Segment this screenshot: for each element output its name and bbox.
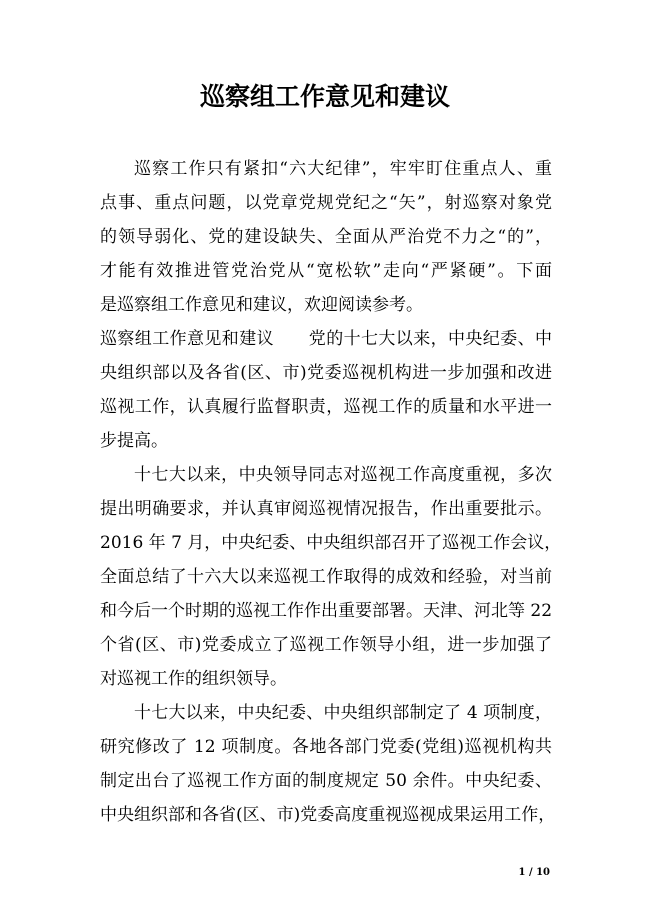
paragraph-line: 是巡察组工作意见和建议，欢迎阅读参考。	[100, 295, 423, 315]
paragraph-line: 巡察工作只有紧扣“六大纪律”，牢牢盯住重点人、重	[134, 159, 552, 179]
paragraph-line: 提出明确要求，并认真审阅巡视情况报告，作出重要批示。	[100, 499, 552, 519]
document-body	[100, 152, 562, 832]
paragraph-line: 十七大以来，中央纪委、中央组织部制定了 4 项制度，	[134, 703, 552, 723]
paragraph-line: 个省(区、市)党委成立了巡视工作领导小组，进一步加强了	[100, 635, 552, 655]
paragraph-line: 2016 年 7 月，中央纪委、中央组织部召开了巡视工作会议，	[100, 533, 562, 553]
paragraph-line: 十七大以来，中央领导同志对巡视工作高度重视，多次	[134, 465, 552, 485]
paragraph-line: 的领导弱化、党的建设缺失、全面从严治党不力之“的”，	[100, 227, 552, 247]
paragraph-line: 中央组织部和各省(区、市)党委高度重视巡视成果运用工作，	[100, 805, 556, 825]
paragraph-line: 才能有效推进管党治党从“宽松软”走向“严紧硬”。下面	[100, 261, 552, 281]
paragraph-line: 巡察组工作意见和建议 党的十七大以来，中央纪委、中	[100, 329, 552, 349]
paragraph-line: 研究修改了 12 项制度。各地各部门党委(党组)巡视机构共	[100, 737, 552, 757]
paragraph-line: 步提高。	[100, 431, 168, 451]
page-number: 1 / 10	[518, 867, 550, 878]
paragraph-line: 点事、重点问题，以党章党规党纪之“矢”，射巡察对象党	[100, 193, 552, 213]
paragraph-line: 和今后一个时期的巡视工作作出重要部署。天津、河北等 22	[100, 601, 553, 621]
paragraph-line: 巡视工作，认真履行监督职责，巡视工作的质量和水平进一	[100, 397, 552, 417]
paragraph-line: 对巡视工作的组织领导。	[100, 669, 287, 689]
document-title: 巡察组工作意见和建议	[199, 82, 450, 111]
paragraph-line: 制定出台了巡视工作方面的制度规定 50 余件。中央纪委、	[100, 771, 552, 791]
paragraph-line: 央组织部以及各省(区、市)党委巡视机构进一步加强和改进	[100, 363, 552, 383]
paragraph-line: 全面总结了十六大以来巡视工作取得的成效和经验，对当前	[100, 567, 552, 587]
